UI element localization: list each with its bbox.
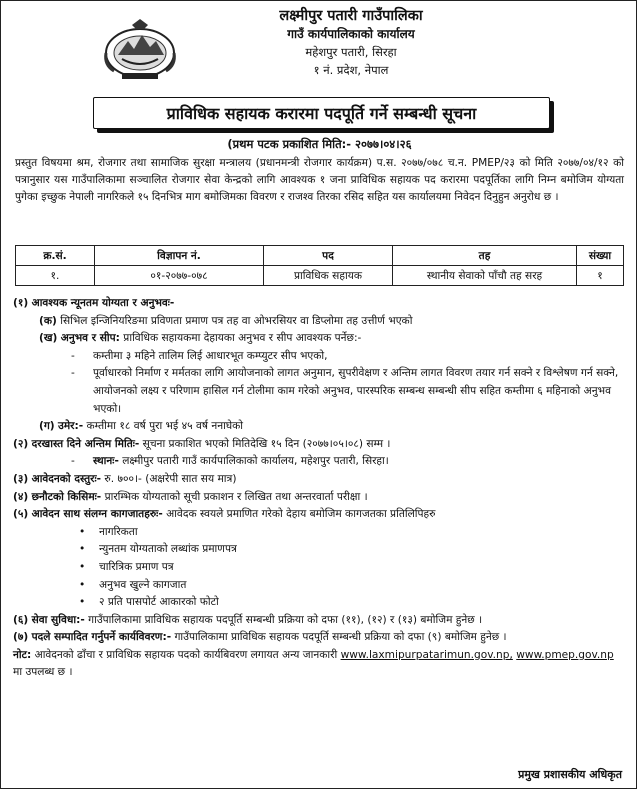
section-1b: [13, 330, 625, 348]
office-address-1: महेशपुर पतारी, सिरहा: [305, 45, 397, 59]
section-title: आवेदनको दस्तुरः-: [31, 472, 102, 485]
list-item: [13, 559, 625, 577]
section-7: [13, 629, 625, 647]
section-title: आवेदन साथ संलग्न कागजातहरुः-: [31, 508, 163, 521]
item-text: कम्तीमा १८ वर्ष पुरा भई ४५ वर्ष ननाघेको: [86, 420, 243, 433]
item-label: (क): [39, 314, 57, 327]
note: [13, 647, 625, 682]
col-header-level: तह: [393, 246, 577, 266]
section-6: [13, 612, 625, 630]
pmep-link[interactable]: www.pmep.gov.np: [516, 648, 614, 661]
section-title: छनौटको किसिमः-: [31, 490, 102, 503]
dash-marker: -: [71, 367, 75, 380]
note-text: आवेदनको ढाँचा र प्राविधिक सहायक पदको कार्यबिवरण लगायत अन्य जानकारी: [34, 648, 338, 661]
list-item-text: अनुभव खुल्ने कागजात: [99, 578, 187, 591]
section-title: दरखास्त दिने अन्तिम मितिः-: [31, 437, 140, 450]
bullet-icon: •: [79, 560, 86, 573]
section-number: (६): [13, 613, 29, 626]
item-label: (ग): [39, 420, 55, 433]
section-title: पदले सम्पादित गर्नुपर्ने कार्यविवरण:-: [31, 631, 172, 644]
section-2-location: [13, 453, 625, 471]
col-header-post: पद: [264, 246, 393, 266]
list-item: [13, 577, 625, 595]
section-text: गाउँपालिकामा प्राविधिक सहायक पदपूर्ति सम्बन्धी प्रक्रिया को दफा (९) बमोजिम हुनेछ ।: [174, 631, 507, 644]
bullet-icon: •: [79, 578, 86, 591]
section-number: (५): [13, 508, 29, 521]
website-link[interactable]: www.laxmipurpatarimun.gov.np,: [340, 648, 513, 661]
notice-title: प्राविधिक सहायक करारमा पदपूर्ति गर्ने सम्बन्धी सूचना: [93, 97, 550, 129]
list-item-text: नागरिकता: [99, 525, 138, 538]
cell-level: स्थानीय सेवाको पाँचौ तह सरह: [393, 266, 577, 286]
cell-post: प्राविधिक सहायक: [264, 266, 393, 286]
section-1c: [13, 418, 625, 436]
vacancy-table: [15, 245, 624, 286]
col-header-ad-number: विज्ञापन नं.: [95, 246, 264, 266]
list-item-text: चारित्रिक प्रमाण पत्र: [99, 560, 174, 573]
bullet-icon: •: [79, 525, 86, 538]
section-number: (३): [13, 472, 29, 485]
item-title: अनुभव र सीप:: [60, 332, 120, 345]
list-item: [13, 348, 625, 366]
section-2-heading: [13, 436, 625, 454]
item-text: लक्ष्मीपुर पतारी गाउँ कार्यपालिकाको कार्यालय, महेशपुर पतारी, सिरहा।: [122, 455, 389, 468]
section-number: (७): [13, 631, 29, 644]
bullet-icon: •: [79, 543, 86, 556]
col-header-serial: क्र.सं.: [16, 246, 95, 266]
section-4: [13, 489, 625, 507]
signature-title: प्रमुख प्रशासकीय अधिकृत: [518, 768, 622, 781]
notice-body: [13, 295, 625, 682]
item-text: प्राविधिक सहायकमा देहायका अनुभव र सीप आवश्यक पर्नेछ:-: [123, 332, 362, 345]
list-item-text: न्युनतम योग्यताको लब्धांक प्रमाणपत्र: [99, 543, 237, 556]
section-3: [13, 471, 625, 489]
item-title: उमेर:-: [58, 420, 84, 433]
office-name: लक्ष्मीपुर पतारी गाउँपालिका: [279, 8, 423, 24]
section-5: [13, 506, 625, 524]
note-title: नोट:: [13, 648, 32, 661]
list-item-text: पूर्वाधारको निर्माण र मर्मतका लागि आयोजनाको लागत अनुमान, सुपरीवेक्षण र अन्तिम लागत विवरण तयार गर्न सक्ने र विश्लेषण गर्न सक्ने, आयोजनको लक्ष्य र परिणाम हासिल गर्न टोलीमा काम गरेको अनुभव, पारस्परिक सम्बन्ध सम्बन्धी सीप सहित कम्तीमा ६ महिनाको अनुभव भएको।: [93, 367, 619, 415]
section-title: सेवा सुविधा:-: [31, 613, 85, 626]
section-title: आवश्यक न्यूनतम योग्यता र अनुभवः-: [31, 297, 175, 309]
section-text: सूचना प्रकाशित भएको मितिदेखि १५ दिन (२०७७।०५।०८) सम्म ।: [142, 437, 391, 450]
note-end-text: मा उपलब्ध छ ।: [13, 666, 73, 679]
section-text: गाउँपालिकामा प्राविधिक सहायक पदपूर्ति सम्बन्धी प्रक्रिया को दफा (११), (१२) र (१३) बमोजिम हुनेछ ।: [88, 613, 483, 626]
section-1-heading: [13, 295, 625, 313]
item-title: स्थानः-: [93, 455, 119, 468]
table-row: [16, 266, 624, 286]
cell-count: १: [577, 266, 624, 286]
dash-marker: -: [71, 349, 75, 362]
list-item: [13, 594, 625, 612]
office-address-2: १ नं. प्रदेश, नेपाल: [313, 63, 389, 77]
section-number: (४): [13, 490, 29, 503]
letterhead: [1, 1, 637, 94]
list-item: [13, 524, 625, 542]
section-text: आवेदक स्वयले प्रमाणित गरेको देहाय बमोजिम कागजतका प्रतिलिपिहरु: [166, 508, 436, 521]
col-header-count: संख्या: [577, 246, 624, 266]
list-item: [13, 365, 625, 418]
item-text: सिभिल इन्जिनियरिङमा प्रविणता प्रमाण पत्र तह वा ओभरसियर वा डिप्लोमा तह उत्तीर्ण भएको: [60, 314, 413, 327]
table-header-row: [16, 246, 624, 266]
dash-marker: -: [71, 455, 75, 468]
list-item-text: २ प्रति पासपोर्ट आकारको फोटो: [99, 596, 219, 609]
section-number: (२): [13, 437, 29, 450]
item-label: (ख): [39, 332, 58, 345]
list-item-text: कम्तीमा ३ महिने तालिम लिई आधारभूत कम्प्युटर सीप भएको,: [93, 349, 328, 362]
intro-paragraph: प्रस्तुत विषयमा श्रम, रोजगार तथा सामाजिक सुरक्षा मन्त्रालय (प्रधानमन्त्री रोजगार कार्यक्रम) प.स. २०७७/०७८ च.न. PMEP/२३ को मिति २०७७/०४/१२ को पत्रानुसार यस गाउँपालिकामा सञ्चालित रोजगार सेवा केन्द्रको लागि आवश्यक १ जना प्राविधिक सहायक पद करारमा पदपूर्तिका लागि निम्न बमोजिम योग्यता पुगेका इच्छुक नेपाली नागरिकले १५ दिनभित्र माग बमोजिमका विवरण र राजश्व तिरका रसिद सहित यस कार्यालयमा निवेदन दिनुहुन अनुरोध छ ।: [15, 157, 624, 203]
list-item: [13, 541, 625, 559]
bullet-icon: •: [79, 596, 86, 609]
letterhead-text: [201, 7, 501, 79]
section-number: (१): [13, 297, 29, 309]
section-text: प्रारम्भिक योग्यताको सूची प्रकाशन र लिखित तथा अन्तरवार्ता परीक्षा ।: [104, 490, 368, 503]
section-text: रु. ७००।- (अक्षरेपी सात सय मात्र): [104, 472, 237, 485]
nepal-government-emblem-icon: [102, 15, 178, 81]
cell-serial: १.: [16, 266, 95, 286]
cell-ad-number: ०१-२०७७-०७८: [95, 266, 264, 286]
section-1a: [13, 313, 625, 331]
published-date: (प्रथम पटक प्रकाशित मिति:- २०७७।०४।२६: [227, 137, 412, 151]
office-subtitle: गाउँ कार्यपालिकाको कार्यालय: [287, 27, 415, 41]
